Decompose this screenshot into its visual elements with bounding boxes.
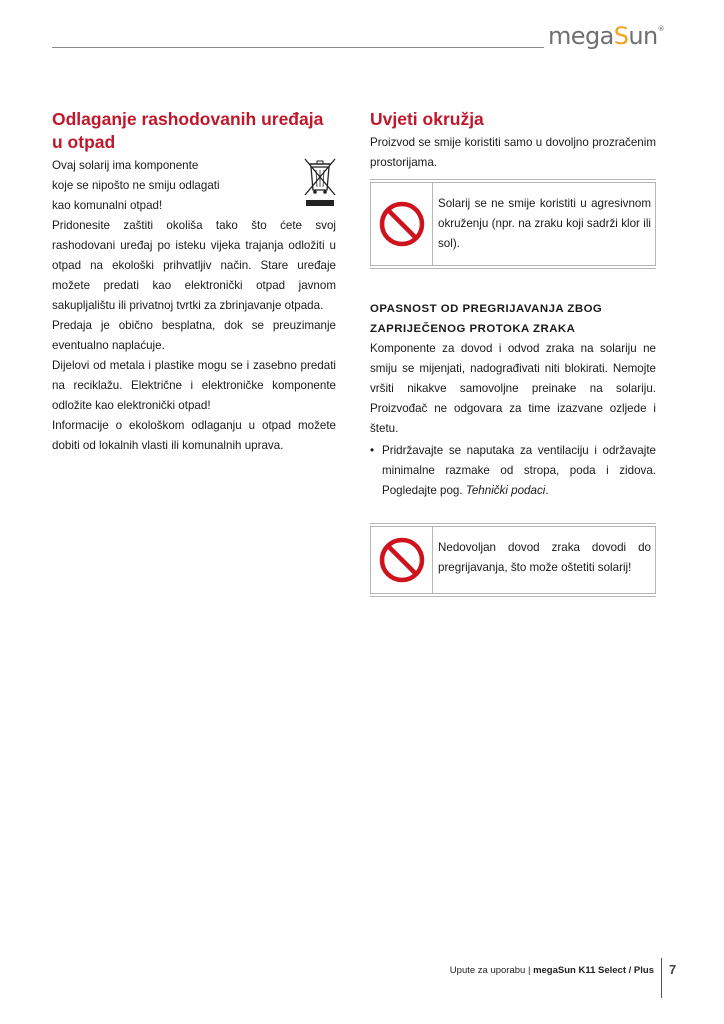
intro-line: Ovaj solarij ima komponente (52, 159, 199, 172)
prohibition-icon (379, 201, 425, 247)
danger-heading: OPASNOST OD PREGRIJAVANJA ZBOG ZAPRIJEČENOG PROTOKA ZRAKA (370, 303, 603, 335)
prohibition-icon (379, 537, 425, 583)
left-column (52, 108, 336, 456)
page-number: 7 (669, 962, 677, 977)
environment-title: Uvjeti okružja (370, 109, 484, 129)
disposal-paragraph: Informacije o ekološkom odlaganju u otpad možete dobiti od lokalnih vlasti ili komunalnih uprava. (52, 419, 336, 452)
intro-line: kao komunalni otpad! (52, 199, 163, 212)
footer-product: megaSun K11 Select / Plus (533, 965, 654, 976)
list-item: • Pridržavajte se naputaka za ventilaciju i održavajte minimalne razmake od stropa, poda i zidova. Pogledajte pog. Tehnički podaci. (370, 441, 656, 501)
footer-caption (450, 965, 654, 976)
disposal-title: Odlaganje rashodovanih uređaja u otpad (52, 109, 324, 152)
crossed-bin-icon (302, 158, 338, 208)
disposal-paragraph: Pridonesite zaštiti okoliša tako što ćete svoj rashodovani uređaj po isteku vijeka trajanja odložiti u otpad na ekološki prihvatljiv način. Stare uređaje možete predati kao elektronički otpad javnom sakupljalištu ili privatnoj tvrtki za zbrinjavanje otpada. (52, 219, 336, 312)
warning-text: Solarij se ne smije koristiti u agresivnom okruženju (npr. na zraku koji sadrži klor ili sol). (438, 197, 651, 250)
right-column (370, 108, 656, 597)
bullet-text: Pridržavajte se naputaka za ventilaciju i održavajte minimalne razmake od stropa, poda i zidova. Pogledajte pog. (382, 444, 656, 497)
brand-logo: megaSun® (548, 22, 664, 50)
warning-box-airflow (370, 523, 656, 597)
header-rule (52, 47, 544, 48)
disposal-intro (52, 156, 336, 216)
footer-divider (661, 958, 662, 998)
warning-text: Nedovoljan dovod zraka dovodi do pregrijavanja, što može oštetiti solarij! (438, 541, 651, 574)
cross-reference: Tehnički podaci (465, 484, 546, 497)
footer-doc: Upute za uporabu | (449, 965, 531, 976)
bullet-marker: • (370, 444, 375, 457)
environment-intro: Proizvod se smije koristiti samo u dovoljno prozračenim prostorijama. (370, 136, 656, 169)
danger-text: Komponente za dovod i odvod zraka na solariju ne smiju se mijenjati, nadograđivati niti blokirati. Nemojte vršiti nikakve samovoljne preinake na solariju. Proizvođač ne odgovara za time izazvane ozljede i štetu. (370, 342, 656, 435)
disposal-paragraph: Predaja je obično besplatna, dok se preuzimanje eventualno naplaćuje. (52, 319, 336, 352)
disposal-paragraph: Dijelovi od metala i plastike mogu se i zasebno predati na reciklažu. Električne i elektroničke komponente odložite kao elektronički otpad! (52, 359, 336, 412)
warning-box-chlorine (370, 179, 656, 269)
intro-line: koje se nipošto ne smiju odlagati (52, 179, 220, 192)
